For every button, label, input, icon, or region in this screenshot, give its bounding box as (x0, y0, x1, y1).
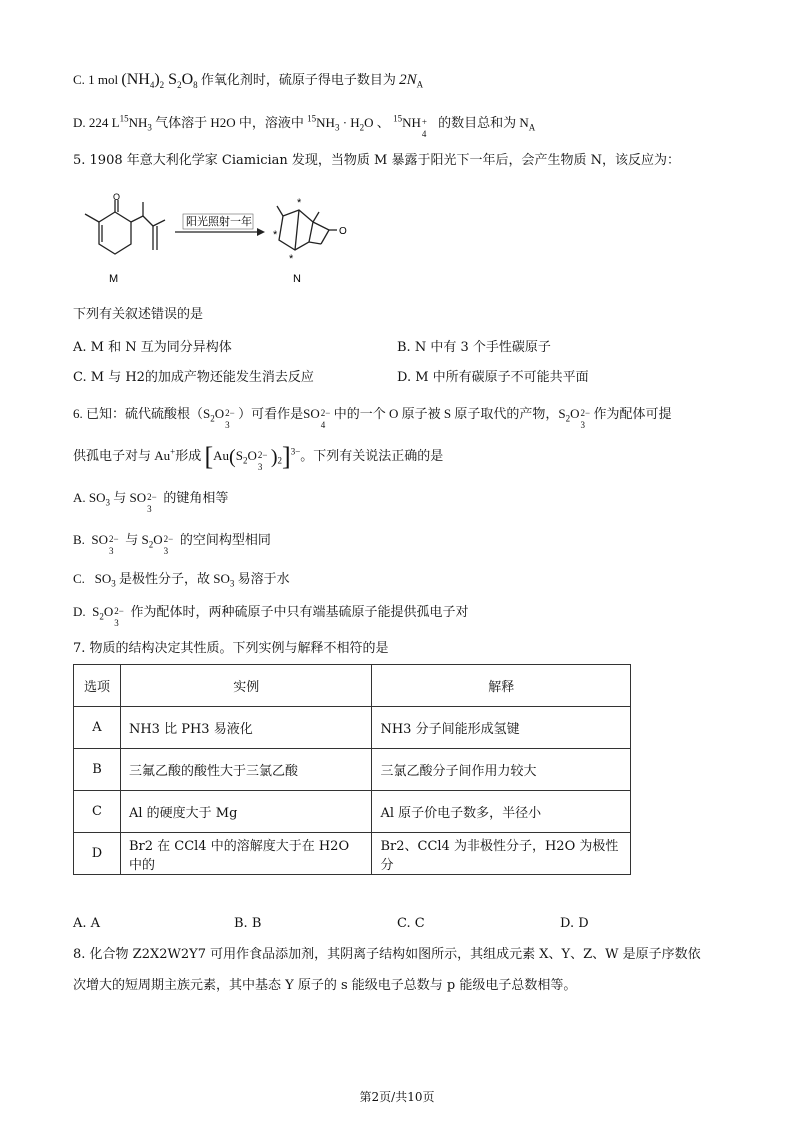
q6-option-a: A. $SO_3$ 与 SO 2− 3 的键角相等 (73, 490, 229, 515)
q5-option-d: D. M 中所有碳原子不可能共平面 (397, 370, 589, 385)
q6-option-d: D. $S_2O$ 2− 3 作为配体时，两种硫原子中只有端基硫原子能提供孤电子对 (73, 604, 469, 629)
row-explanation: Al 原子价电子数多，半径小 (372, 791, 631, 833)
table-header-row (74, 665, 631, 707)
row-example: Al 的硬度大于 Mg (120, 791, 372, 833)
row-example: 三氟乙酸的酸性大于三氯乙酸 (120, 749, 372, 791)
molecule-m (85, 200, 165, 254)
page-footer: 第2页/共10页 (359, 1090, 435, 1104)
q4d-text2: 的数目总和为 N (438, 115, 529, 130)
q6-stem-line2: 供孤电子对与 Au+形成 [$Au(S_2O$ 2− 3 )$_2]^{3-}$。下列有关说法正确的是 (73, 442, 444, 473)
q7-answer-c: C. C (397, 916, 425, 931)
q4d-sep: 、 (376, 115, 390, 130)
reaction-scheme (73, 192, 373, 292)
q4-option-c (73, 70, 423, 90)
q6-stem-p2: ）可看作是 (238, 406, 304, 421)
q4c-label: C. 1 mol (73, 72, 119, 87)
q5-option-a: A. M 和 N 互为同分异构体 (73, 340, 232, 355)
chiral-mark-1: * (297, 197, 302, 209)
header-option: 选项 (74, 665, 121, 707)
q6-stem-p3: 中的一个 O 原子被 S 原子取代的产物， (333, 406, 559, 421)
row-key: D (74, 833, 121, 875)
q6-option-b: B. SO 2− 3 与 $S_2O$ 2− 3 的空间构型相同 (73, 532, 271, 557)
q8-line1: 8. 化合物 Z2X2W2Y7 可用作食品添加剂，其阴离子结构如图所示，其组成元素 X、Y、Z、W 是原子序数依 (73, 947, 701, 962)
header-example: 实例 (120, 665, 372, 707)
table-row (74, 707, 631, 749)
row-explanation: NH3 分子间能形成氢键 (372, 707, 631, 749)
q4c-value-sub: A (416, 79, 424, 90)
n-oxygen-label: O (339, 226, 347, 237)
q6-option-c: C. $SO_3$ 是极性分子，故 $SO_3$ 易溶于水 (73, 571, 290, 589)
q7-stem: 7. 物质的结构决定其性质。下列实例与解释不相符的是 (73, 641, 389, 656)
label-m: M (109, 273, 119, 285)
label-n: N (293, 273, 301, 285)
q5-option-b: B. N 中有 3 个手性碳原子 (397, 340, 551, 355)
q8-line2: 次增大的短周期主族元素，其中基态 Y 原子的 s 能级电子总数与 p 能级电子总数相等。 (73, 978, 577, 993)
q7-table (73, 664, 631, 875)
q5-stem: 5. 1908 年意大利化学家 Ciamician 发现，当物质 M 暴露于阳光下一年后，会产生物质 N，该反应为： (73, 153, 681, 168)
q7-answer-d: D. D (560, 916, 589, 931)
q4c-value: 2N (399, 72, 417, 88)
q4-option-d: D. 224 $L^{15}NH_3$ 气体溶于 H2O 中，溶液中 $^{15}NH_3 \cdot H_2O$ 、 $^{15}$NH + 4 的数目总和为 $N_A$ (73, 113, 536, 140)
q4d-text1: 气体溶于 H2O 中，溶液中 (155, 115, 304, 130)
q7-answer-a: A. A (73, 916, 101, 931)
row-example: NH3 比 PH3 易液化 (120, 707, 372, 749)
q5-option-c: C. M 与 H2的加成产物还能发生消去反应 (73, 370, 314, 385)
chiral-mark-3: * (289, 253, 294, 265)
q4d-label: D. 224 L (73, 115, 120, 130)
row-key: C (74, 791, 121, 833)
q6-stem-line1: 6. 已知：硫代硫酸根（$S_2O$ 2− 3 ）可看作是SO 2− 4 中的一个 O 原子被 S 原子取代的产物，$S_2O$ 2− 3 作为配体可提 (73, 406, 672, 431)
row-example: Br2 在 CCl4 中的溶解度大于在 H2O 中的 (120, 833, 372, 875)
table-row (74, 833, 631, 875)
q6-stem-p4: 作为配体可提 (593, 406, 672, 421)
q4c-text: 作氧化剂时，硫原子得电子数目为 (200, 72, 396, 87)
q6-stem-p1: 6. 已知：硫代硫酸根（ (73, 406, 204, 421)
arrow-label: 阳光照射一年 (186, 216, 252, 228)
q6-stem2-p3: 。下列有关说法正确的是 (300, 448, 444, 463)
q6-stem2-p1: 供孤电子对与 Au (73, 448, 171, 463)
q6-stem2-p2: 形成 (175, 448, 202, 463)
reaction-arrowhead (257, 228, 265, 236)
q4d-species1: $NH_3 \cdot H_2O$ (316, 115, 374, 133)
q4d-sub: A (528, 122, 536, 133)
chiral-mark-2: * (273, 229, 278, 241)
row-key: A (74, 707, 121, 749)
q7-answer-b: B. B (234, 916, 262, 931)
q4d-formula: $NH_3$ (128, 115, 152, 133)
molecule-n (277, 206, 337, 250)
q4c-formula: $(NH_4)_2$ $S_2O_8$ (121, 71, 198, 91)
table-row (74, 749, 631, 791)
header-explanation: 解释 (372, 665, 631, 707)
row-explanation: 三氯乙酸分子间作用力较大 (372, 749, 631, 791)
table-row (74, 791, 631, 833)
m-oxygen-label: O (113, 192, 121, 202)
q4d-species2: NH + 4 (402, 115, 427, 140)
row-key: B (74, 749, 121, 791)
q5-question: 下列有关叙述错误的是 (73, 307, 204, 322)
row-explanation: Br2、CCl4 为非极性分子，H2O 为极性分 (372, 833, 631, 875)
